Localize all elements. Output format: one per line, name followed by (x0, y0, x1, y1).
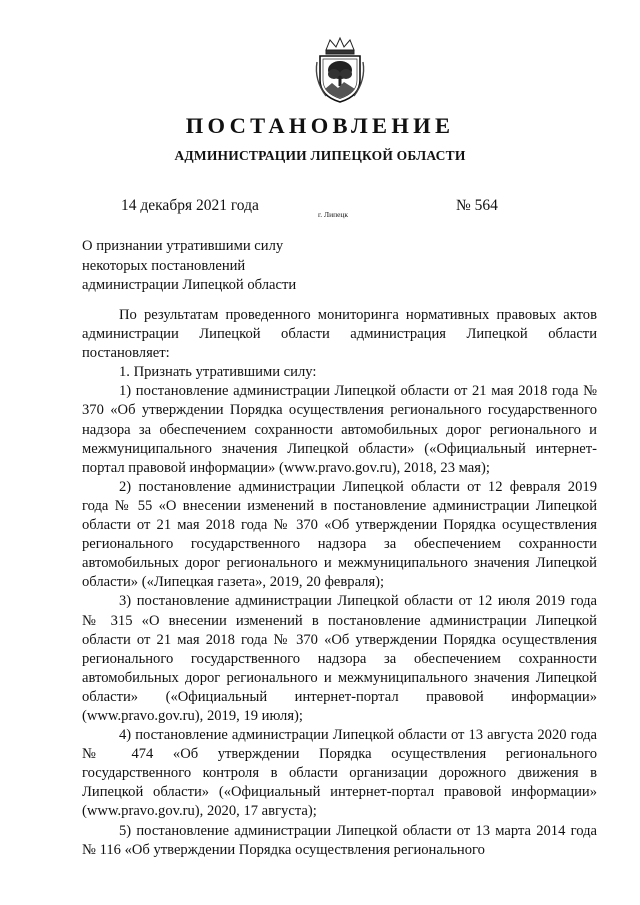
document-number: № 564 (456, 197, 498, 214)
document-title: ПОСТАНОВЛЕНИЕ (185, 113, 455, 138)
subitem-3-paragraph: 3) постановление администрации Липецкой области от 12 июля 2019 года № 315 «О внесении изменений в постановление администрации Липецкой области от 21 мая 2018 года № 370 «Об утверждении Порядка осуществления регионального государственного надзора за обеспечением сохранности автомобильных дорог регионального и межмуниципального значения Липецкой области» («Официальный интернет-портал правовой информации» (www.pravo.gov.ru), 2019, 19 июля); (82, 593, 597, 724)
preamble-paragraph: По результатам проведенного мониторинга нормативных правовых актов администрации Липецкой области администрация Липецкой области постановляет: (82, 307, 597, 362)
subitem-5-paragraph: 5) постановление администрации Липецкой области от 13 марта 2014 года № 116 «Об утверждении Порядка осуществления регионального (82, 822, 597, 858)
item-1-paragraph: 1. Признать утратившими силу: (119, 364, 317, 381)
document-subtitle: АДМИНИСТРАЦИИ ЛИПЕЦКОЙ ОБЛАСТИ (174, 148, 466, 163)
lipetsk-oblast-coat-of-arms-icon (312, 36, 368, 104)
subject-line: некоторых постановлений (82, 257, 246, 274)
document-body (82, 306, 597, 860)
subitem-2-paragraph: 2) постановление администрации Липецкой области от 12 февраля 2019 года № 55 «О внесении изменений в постановление администрации Липецкой области от 21 мая 2018 года № 370 «Об утверждении Порядка осуществления регионального государственного надзора за обеспечением сохранности автомобильных дорог регионального и межмуниципального значения Липецкой области» («Липецкая газета», 2019, 20 февраля); (82, 478, 597, 591)
subject-line: О признании утратившими силу (82, 238, 284, 254)
subject-line: администрации Липецкой области (82, 277, 297, 294)
document-date: 14 декабря 2021 года (121, 197, 259, 214)
document-city: г. Липецк (318, 210, 349, 219)
subitem-1-paragraph: 1) постановление администрации Липецкой области от 21 мая 2018 года № 370 «Об утверждении Порядка осуществления регионального государственного надзора за обеспечением сохранности автомобильных дорог регионального и межмуниципального значения Липецкой области» («Официальный интернет-портал правовой информации» (www.pravo.gov.ru), 2018, 23 мая); (82, 383, 597, 476)
subitem-4-paragraph: 4) постановление администрации Липецкой области от 13 августа 2020 года № 474 «Об утверждении Порядка осуществления регионального государственного контроля в области организации дорожного движения в Липецкой области» («Официальный интернет-портал правовой информации» (www.pravo.gov.ru), 2020, 17 августа); (82, 727, 597, 820)
document-subject (82, 237, 296, 296)
